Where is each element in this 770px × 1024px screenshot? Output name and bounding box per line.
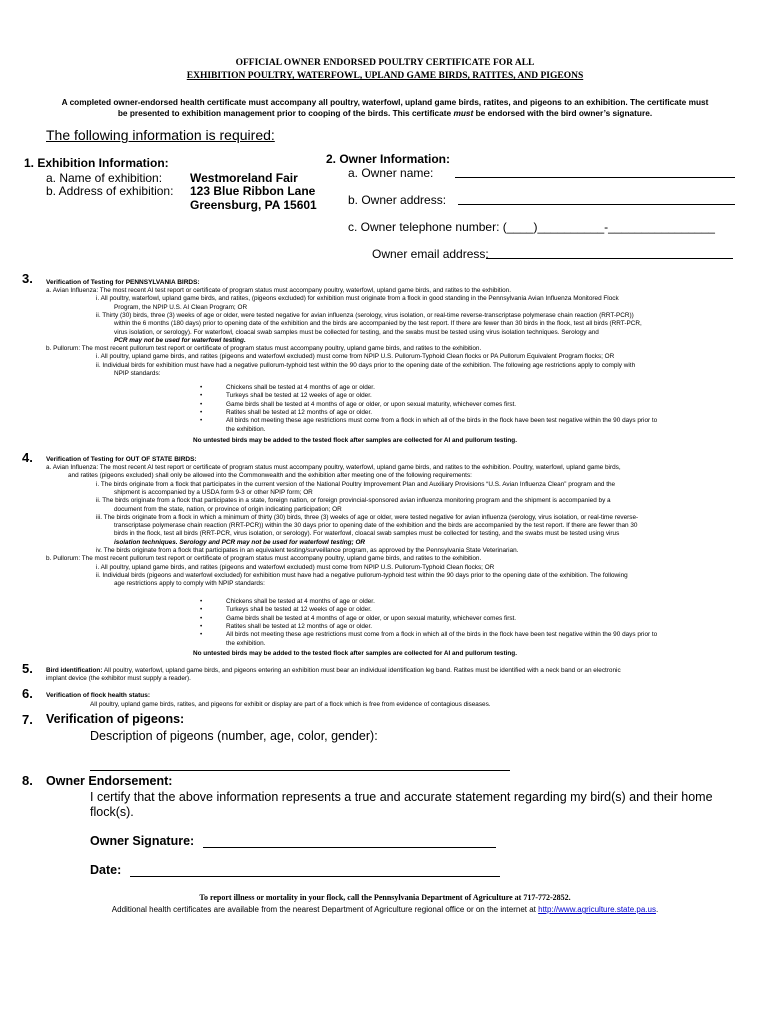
s4-age-restriction-item: • Turkeys shall be tested at 12 weeks of age or older.	[226, 606, 372, 614]
section-3-number: 3.	[22, 271, 33, 286]
certification-line2: flock(s).	[90, 805, 134, 819]
bird-identification-text: All poultry, waterfowl, upland game birds, and pigeons entering an exhibition must bear an individual identification leg band. Ratites must be identified with a neck band or an electronic	[102, 667, 621, 674]
certification-line1: I certify that the above information represents a true and accurate statement regarding my bird(s) and their home	[90, 790, 713, 804]
s4-age-restriction-item: the exhibition.	[226, 639, 266, 647]
s4-age-restriction-item: • Ratites shall be tested at 12 months of age or older.	[226, 623, 372, 631]
s3-body-line: Program, the NPIP U.S. AI Clean Program; OR	[114, 303, 248, 311]
pigeon-description-field[interactable]	[90, 770, 510, 771]
certificate-title-line1: OFFICIAL OWNER ENDORSED POULTRY CERTIFICATE FOR ALL	[235, 58, 535, 68]
section-6-number: 6.	[22, 686, 33, 701]
section-8-heading: Owner Endorsement:	[46, 774, 173, 788]
s4-body-line: document from the state, nation, or province of origin indicating participation; OR	[114, 505, 342, 513]
s4-body-line: i. All poultry, upland game birds, and ratites (pigeons and waterfowl excluded) must come from NPIP U.S. Pullorum-Typhoid Clean flocks; OR	[96, 563, 495, 571]
footer-period: .	[655, 905, 659, 914]
s4-body-line: iii. The birds originate from a flock in which a minimum of thirty (30) birds, three (3) weeks of age or older, were tested negative for avian influenza (serology, virus isolation, or real-time reverse-	[96, 513, 639, 521]
section-5-number: 5.	[22, 661, 33, 676]
s3-body-line: ii. Thirty (30) birds, three (3) weeks of age or older, were tested negative for avian influenza (serology, virus isolation, or real-time reverse-transcriptase polymerase chain reaction (RRT-PCR))	[96, 311, 634, 319]
s4-untested-birds-note: No untested birds may be added to the tested flock after samples are collected for AI and pullorum testing.	[193, 650, 517, 657]
footer-report-line: To report illness or mortality in your flock, call the Pennsylvania Department of Agriculture at 717-772-2852.	[199, 893, 571, 902]
certificate-title-line2: EXHIBITION POULTRY, WATERFOWL, UPLAND GAME BIRDS, RATITES, AND PIGEONS	[186, 71, 584, 81]
owner-name-field[interactable]	[455, 166, 735, 178]
section-5-line2: implant device (the exhibitor must supply a reader).	[46, 675, 191, 682]
s3-age-restriction-item: • Ratites shall be tested at 12 months of age or older.	[226, 409, 372, 417]
intro-line2	[40, 108, 730, 119]
s3-untested-birds-note: No untested birds may be added to the tested flock after samples are collected for AI and pullorum testing.	[193, 437, 517, 444]
s3-age-restriction-item: • Turkeys shall be tested at 12 weeks of age or older.	[226, 392, 372, 400]
intro-line2-part-a: be presented to exhibition management prior to cooping of the birds. This certificate	[117, 108, 454, 118]
s3-age-restriction-item: • All birds not meeting these age restrictions must come from a flock in which all of the birds in the flock have been test negative within the 90 days prior to	[226, 417, 657, 425]
s3-age-restriction-item: • Chickens shall be tested at 4 months of age or older.	[226, 384, 375, 392]
s4-age-restriction-item: • Chickens shall be tested at 4 months of age or older.	[226, 598, 375, 606]
owner-signature-field[interactable]	[203, 847, 496, 848]
exhibition-address-line2: Greensburg, PA 15601	[190, 198, 317, 212]
intro-line1: A completed owner-endorsed health certificate must accompany all poultry, waterfowl, upland game birds, ratites, and pigeons to an exhibition. The certificate must	[61, 97, 709, 107]
pigeon-description-label: Description of pigeons (number, age, color, gender):	[90, 729, 378, 743]
exhibition-heading: 1. Exhibition Information:	[24, 156, 169, 170]
s4-body-line: i. The birds originate from a flock that participates in the current version of the National Poultry Improvement Plan and Auxiliary Provisions “U.S. Avian Influenza Clean” program and the	[96, 480, 616, 488]
owner-phone-label[interactable]: c. Owner telephone number: (____)__________-________________	[348, 220, 715, 234]
section-7-heading: Verification of pigeons:	[46, 712, 185, 726]
s4-body-line: age restrictions apply to comply with NPIP standards:	[114, 580, 265, 588]
s3-body-line: virus isolation, or serology). For waterfowl, cloacal swab samples must be collected for testing, and the swabs must be tested using virus isolation techniques. Serology and	[114, 328, 599, 336]
s4-body-line: and ratites (pigeons excluded) shall only be allowed into the Commonwealth and the exhibition after meeting one of the following requirements:	[68, 472, 472, 480]
section-8-number: 8.	[22, 773, 33, 788]
s4-age-restriction-item: • All birds not meeting these age restrictions must come from a flock in which all of the birds in the flock have been test negative within the 90 days prior to	[226, 631, 657, 639]
owner-address-label: b. Owner address:	[348, 193, 447, 207]
bird-identification-heading: Bird identification:	[46, 667, 103, 674]
exhibition-name-value: Westmoreland Fair	[190, 171, 298, 185]
section-3-heading: Verification of Testing for PENNSYLVANIA BIRDS:	[46, 279, 200, 286]
s4-body-line: transcriptase polymerase chain reaction (RRT-PCR)) within the 30 days prior to opening date of the exhibition and the birds are accompanied by the test report. If there are fewer than 30	[114, 522, 638, 530]
s4-body-line: ii. Individual birds (pigeons and waterfowl excluded) for exhibition must have had a negative pullorum-typhoid test within the 90 days prior to the opening date of the exhibition. The following	[96, 571, 628, 579]
s4-body-line: a. Avian Influenza: The most recent AI test report or certificate of program status must accompany poultry, waterfowl, upland game birds, and ratites to the exhibition. Poultry, waterfowl, upland game birds,	[46, 464, 621, 471]
footer-certificates-text: Additional health certificates are available from the nearest Department of Agriculture regional office or on the internet at	[111, 905, 539, 914]
date-label: Date:	[90, 863, 122, 877]
s3-age-restriction-item: • Game birds shall be tested at 4 months of age or older, or upon sexual maturity, whichever comes first.	[226, 401, 516, 409]
s3-age-restriction-item: the exhibition.	[226, 425, 266, 433]
s4-age-restriction-item: • Game birds shall be tested at 4 months of age or older, or upon sexual maturity, whichever comes first.	[226, 615, 516, 623]
s4-body-line: isolation techniques. Serology and PCR may not be used for waterfowl testing; OR	[114, 538, 366, 546]
footer-certificates-line	[0, 905, 770, 914]
intro-must-emphasis: must	[453, 108, 474, 118]
exhibition-address-label: b. Address of exhibition:	[46, 184, 174, 198]
section-7-number: 7.	[22, 712, 33, 727]
s3-body-line: i. All poultry, waterfowl, upland game birds, and ratites, (pigeons excluded) for exhibition must originate from a flock in good standing in the Pennsylvania Avian Influenza Monitored Flock	[96, 295, 619, 303]
s3-body-line: ii. Individual birds for exhibition must have had a negative pullorum-typhoid test within the 90 days prior to the opening date of the exhibition. The following age restrictions apply to comply with	[96, 361, 636, 369]
s4-body-line: shipment is accompanied by a USDA form 9-3 or other NPIP form; OR	[114, 488, 313, 496]
owner-email-label: Owner email address:	[372, 247, 489, 261]
section-4-heading: Verification of Testing for OUT OF STATE BIRDS:	[46, 456, 197, 463]
s4-body-line: ii. The birds originate from a flock that participates in a state, foreign nation, or foreign provincial-sponsored avian influenza monitoring program and the shipment is accompanied by a	[96, 497, 611, 505]
exhibition-name-label: a. Name of exhibition:	[46, 171, 163, 185]
s3-body-line: within the 6 months (180 days) prior to opening date of the exhibition and the birds are accompanied by the test report. If there are fewer than 30 birds in the flock, test all birds (RRT-PCR,	[114, 320, 642, 328]
owner-email-field[interactable]	[486, 247, 733, 259]
s4-body-line: birds in the flock, test all birds (RRT-PCR, virus isolation, or serology). For waterfowl, cloacal swab samples must be collected for testing, and the swabs must be tested using virus	[114, 530, 620, 538]
intro-line2-part-b: be endorsed with the bird owner’s signature.	[473, 108, 653, 118]
required-heading: The following information is required:	[46, 127, 275, 143]
date-field[interactable]	[130, 876, 500, 877]
s4-body-line: iv. The birds originate from a flock that participates in an equivalent testing/surveillance program, as approved by the Pennsylvania State Veterinarian.	[96, 547, 519, 554]
s3-body-line: NPIP standards:	[114, 370, 161, 377]
exhibition-address-line1: 123 Blue Ribbon Lane	[190, 184, 316, 198]
agriculture-website-link[interactable]: http://www.agriculture.state.pa.us	[538, 905, 656, 914]
s3-body-line: a. Avian Influenza: The most recent AI test report or certificate of program status must accompany poultry, waterfowl, upland game birds, and ratites to the exhibition.	[46, 287, 511, 294]
s3-body-line: i. All poultry, upland game birds, and ratites (pigeons and waterfowl excluded) must come from NPIP U.S. Pullorum-Typhoid Clean flocks or PA Pullorum Equivalent Program flocks; OR	[96, 353, 615, 361]
owner-address-field[interactable]	[458, 193, 735, 205]
section-4-number: 4.	[22, 450, 33, 465]
s3-body-line: PCR may not be used for waterfowl testing.	[114, 336, 246, 344]
owner-name-label: a. Owner name:	[348, 166, 434, 180]
s3-body-line: b. Pullorum: The most recent pullorum test report or certificate of program status must accompany poultry, upland game birds, and ratites to the exhibition.	[46, 345, 482, 353]
owner-signature-label: Owner Signature:	[90, 834, 195, 848]
section-6-heading: Verification of flock health status:	[46, 692, 151, 699]
owner-heading: 2. Owner Information:	[326, 152, 451, 166]
section-6-text: All poultry, upland game birds, ratites, and pigeons for exhibit or display are part of a flock which is free from evidence of contagious diseases.	[90, 701, 491, 708]
s4-body-line: b. Pullorum: The most recent pullorum test report or certificate of program status must accompany poultry, upland game birds, and ratites to the exhibition.	[46, 555, 482, 563]
